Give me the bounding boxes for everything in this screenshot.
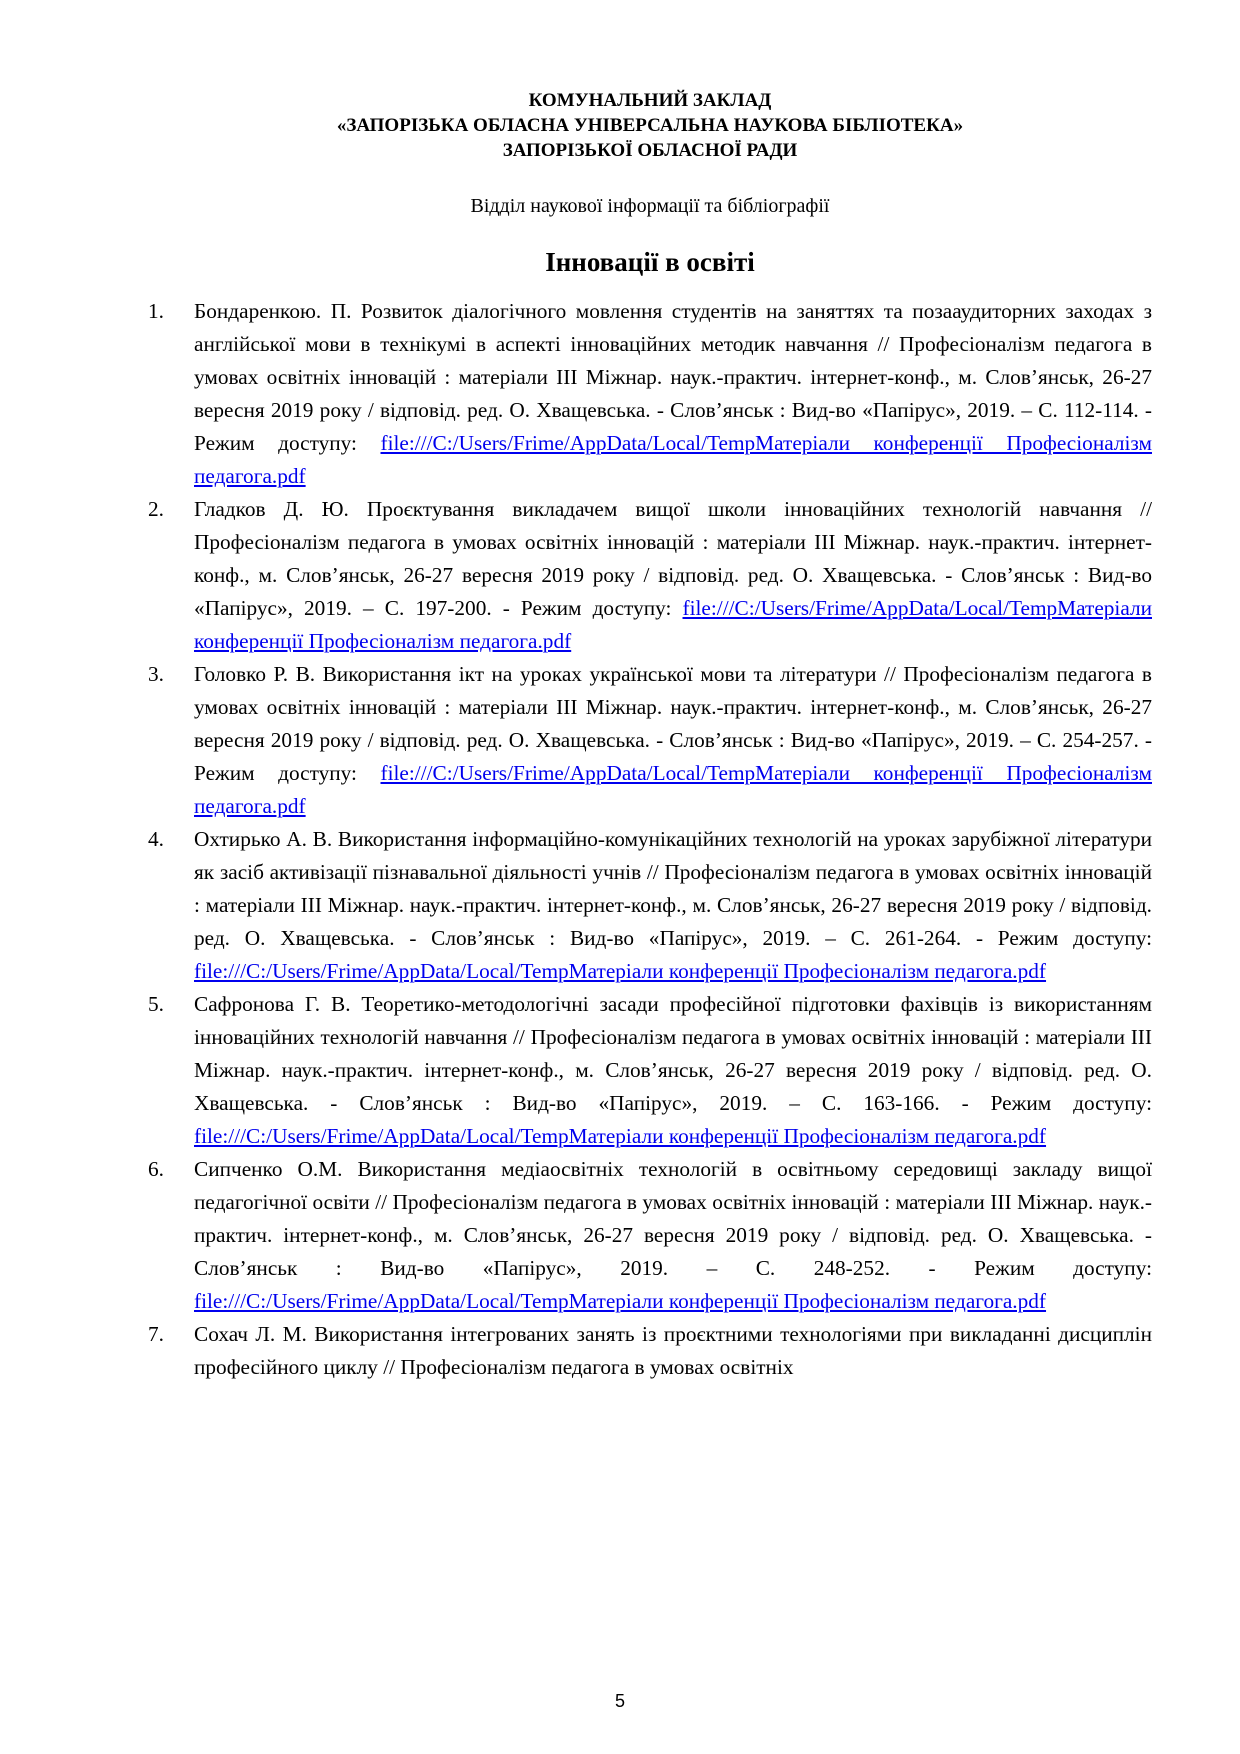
organization-name-line-1: КОМУНАЛЬНИЙ ЗАКЛАД <box>528 90 772 111</box>
bibliography-list <box>148 295 1152 1384</box>
entry-number: 7. <box>148 1322 164 1346</box>
organization-name-line-3: ЗАПОРІЗЬКОЇ ОБЛАСНОЇ РАДИ <box>502 140 798 161</box>
entry-text: Гладков Д. Ю. Проєктування викладачем вищої школи інноваційних технологій навчання // Професіоналізм педагога в умовах освітніх інновацій : матеріали ІІІ Міжнар. наук.-практич. інтернет-конф., м. Слов’янськ, 26-27 вересня 2019 року / відповід. ред. О. Хващевська. - Слов’янськ : Вид-во «Папірус», 2019. – С. 197-200. - Режим доступу: <box>194 497 1152 620</box>
bibliography-entry-5 <box>148 988 1152 1153</box>
entry-access-link[interactable]: file:///C:/Users/Frime/AppData/Local/TempМатеріали конференції Професіоналізм педагога.pdf <box>194 1124 1047 1148</box>
bibliography-entry-7 <box>148 1318 1152 1384</box>
department-name: Відділ наукової інформації та бібліографії <box>470 195 830 217</box>
entry-access-link[interactable]: file:///C:/Users/Frime/AppData/Local/TempМатеріали конференції Професіоналізм педагога.pdf <box>194 959 1047 983</box>
bibliography-entry-4 <box>148 823 1152 988</box>
entry-number: 6. <box>148 1157 164 1181</box>
entry-text: Сохач Л. М. Використання інтегрованих занять із проєктними технологіями при викладанні дисциплін професійного циклу // Професіоналізм педагога в умовах освітніх <box>194 1322 1152 1379</box>
entry-access-link[interactable]: file:///C:/Users/Frime/AppData/Local/TempМатеріали конференції Професіоналізм педагога.pdf <box>194 761 1152 818</box>
entry-text: Сипченко О.М. Використання медіаосвітніх технологій в освітньому середовищі закладу вищої педагогічної освіти // Професіоналізм педагога в умовах освітніх інновацій : матеріали ІІІ Міжнар. наук.-практич. інтернет-конф., м. Слов’янськ, 26-27 вересня 2019 року / відповід. ред. О. Хващевська. - Слов’янськ : Вид-во «Папірус», 2019. – С. 248-252. - Режим доступу: <box>194 1157 1152 1280</box>
entry-text: Головко Р. В. Використання ікт на уроках української мови та літератури // Професіоналізм педагога в умовах освітніх інновацій : матеріали ІІІ Міжнар. наук.-практич. інтернет-конф., м. Слов’янськ, 26-27 вересня 2019 року / відповід. ред. О. Хващевська. - Слов’янськ : Вид-во «Папірус», 2019. – С. 254-257. - Режим доступу: <box>194 662 1152 785</box>
entry-number: 2. <box>148 497 164 521</box>
document-header <box>150 88 1150 279</box>
entry-number: 3. <box>148 662 164 686</box>
page-title: Інновації в освіті <box>545 247 755 277</box>
page-number: 5 <box>614 1691 625 1711</box>
entry-access-link[interactable]: file:///C:/Users/Frime/AppData/Local/TempМатеріали конференції Професіоналізм педагога.pdf <box>194 1289 1047 1313</box>
bibliography-entry-6 <box>148 1153 1152 1318</box>
entry-number: 5. <box>148 992 164 1016</box>
organization-name-line-2: «ЗАПОРІЗЬКА ОБЛАСНА УНІВЕРСАЛЬНА НАУКОВА БІБЛІОТЕКА» <box>336 115 964 136</box>
entry-number: 1. <box>148 299 164 323</box>
entry-access-link[interactable]: file:///C:/Users/Frime/AppData/Local/TempМатеріали конференції Професіоналізм педагога.pdf <box>194 596 1152 653</box>
bibliography-entry-1 <box>148 295 1152 493</box>
entry-number: 4. <box>148 827 164 851</box>
bibliography-entry-3 <box>148 658 1152 823</box>
entry-text: Сафронова Г. В. Теоретико-методологічні засади професійної підготовки фахівців із використанням інноваційних технологій навчання // Професіоналізм педагога в умовах освітніх інновацій : матеріали ІІІ Міжнар. наук.-практич. інтернет-конф., м. Слов’янськ, 26-27 вересня 2019 року / відповід. ред. О. Хващевська. - Слов’янськ : Вид-во «Папірус», 2019. – С. 163-166. - Режим доступу: <box>194 992 1152 1115</box>
entry-access-link[interactable]: file:///C:/Users/Frime/AppData/Local/TempМатеріали конференції Професіоналізм педагога.pdf <box>194 431 1152 488</box>
entry-text: Бондаренкою. П. Розвиток діалогічного мовлення студентів на заняттях та позааудиторних заходах з англійської мови в технікумі в аспекті інноваційних методик навчання // Професіоналізм педагога в умовах освітніх інновацій : матеріали ІІІ Міжнар. наук.-практич. інтернет-конф., м. Слов’янськ, 26-27 вересня 2019 року / відповід. ред. О. Хващевська. - Слов’янськ : Вид-во «Папірус», 2019. – С. 112-114. - Режим доступу: <box>194 299 1152 455</box>
entry-text: Охтирько А. В. Використання інформаційно-комунікаційних технологій на уроках зарубіжної літератури як засіб активізації пізнавальної діяльності учнів // Професіоналізм педагога в умовах освітніх інновацій : матеріали ІІІ Міжнар. наук.-практич. інтернет-конф., м. Слов’янськ, 26-27 вересня 2019 року / відповід. ред. О. Хващевська. - Слов’янськ : Вид-во «Папірус», 2019. – С. 261-264. - Режим доступу: <box>194 827 1152 950</box>
bibliography-entry-2 <box>148 493 1152 658</box>
